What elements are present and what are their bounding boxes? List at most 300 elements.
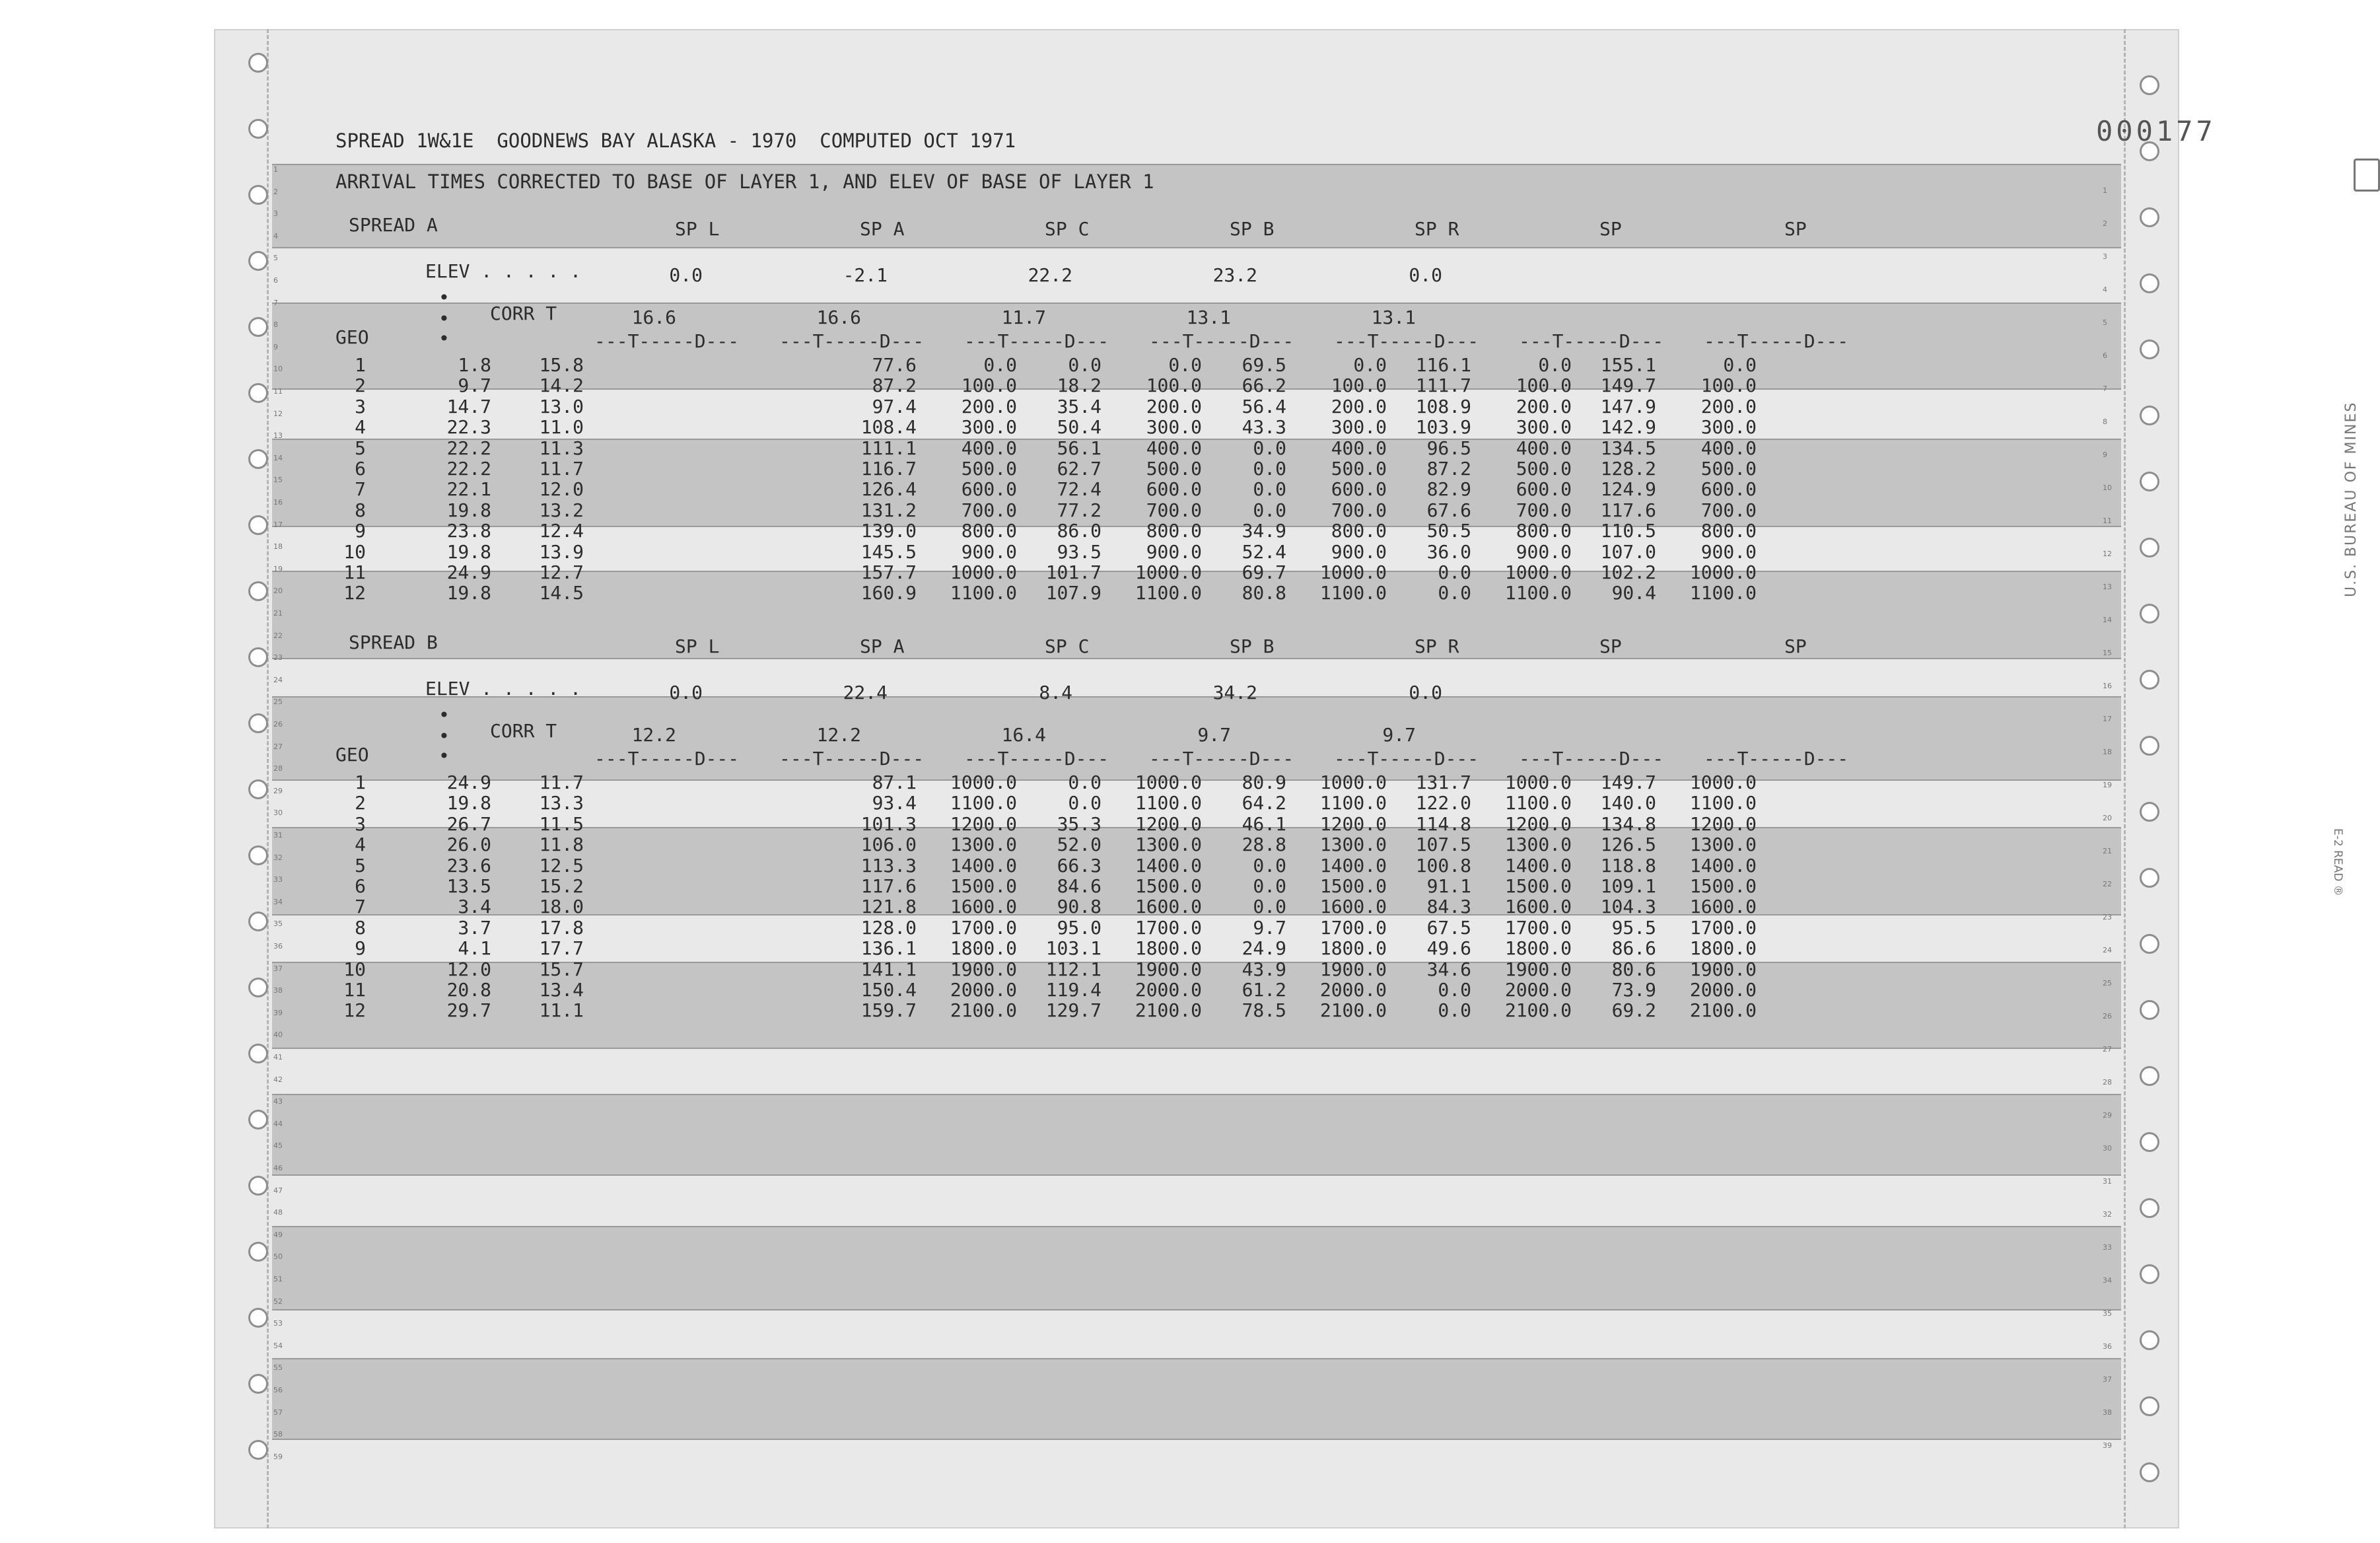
arrival-time: 90.8	[1057, 896, 1102, 918]
line-number: 46	[273, 1164, 283, 1172]
distance-value: 2000.0	[1504, 979, 1572, 1001]
report-subtitle: ARRIVAL TIMES CORRECTED TO BASE OF LAYER 1, AND ELEV OF BASE OF LAYER 1	[335, 170, 1154, 193]
corr-t-value: 11.7	[539, 772, 584, 793]
arrival-time: 149.7	[1600, 375, 1656, 397]
line-number: 24	[273, 675, 283, 684]
arrival-time: 109.1	[1600, 875, 1656, 897]
distance-value: 1400.0	[950, 854, 1017, 877]
line-number: 11	[273, 387, 283, 396]
arrival-time: 159.7	[860, 999, 917, 1022]
arrival-time: 112.1	[1045, 958, 1102, 980]
corr-value: 12.2	[631, 724, 676, 746]
arrival-time: 67.5	[1426, 916, 1471, 939]
distance-value: 1100.0	[1689, 582, 1757, 604]
arrival-time: 62.7	[1057, 458, 1102, 480]
geo-number: 8	[355, 916, 366, 939]
arrival-time: 157.7	[860, 561, 917, 583]
arrival-time: 84.6	[1057, 875, 1102, 897]
elev-label: ELEV . . . . .	[425, 260, 582, 282]
distance-value: 1800.0	[1689, 937, 1757, 960]
shotpoint-header: SP L	[675, 635, 720, 657]
distance-value: 1400.0	[1135, 854, 1202, 877]
line-number: 26	[2103, 1012, 2112, 1021]
distance-value: 100.0	[1146, 375, 1202, 397]
distance-value: 400.0	[1331, 437, 1387, 459]
arrival-time: 124.9	[1600, 478, 1656, 501]
arrival-time: 96.5	[1426, 437, 1471, 459]
dot-marker: •	[438, 725, 450, 747]
corr-t-value: 13.3	[539, 792, 584, 814]
arrival-time: 28.8	[1242, 834, 1286, 856]
tractor-hole	[248, 978, 268, 997]
distance-value: 1200.0	[1504, 812, 1572, 835]
tractor-hole	[2140, 1132, 2159, 1152]
distance-value: 800.0	[1700, 520, 1757, 542]
distance-value: 400.0	[961, 437, 1017, 459]
tractor-hole	[2140, 1198, 2159, 1218]
line-number: 18	[2103, 748, 2112, 756]
distance-value: 900.0	[1700, 540, 1757, 563]
distance-value: 200.0	[1700, 395, 1757, 417]
line-number: 22	[273, 631, 283, 640]
arrival-time: 87.2	[872, 375, 917, 397]
line-number: 2	[273, 187, 278, 196]
line-number: 9	[2103, 450, 2107, 459]
tractor-hole	[248, 1110, 268, 1130]
td-column-header: ---T-----D---	[1519, 330, 1664, 352]
arrival-time: 111.1	[860, 437, 917, 459]
line-number: 49	[273, 1230, 283, 1239]
arrival-time: 108.9	[1415, 395, 1471, 417]
geo-number: 3	[355, 395, 366, 417]
elevation-value: 9.7	[458, 375, 491, 397]
arrival-time: 103.9	[1415, 416, 1471, 439]
arrival-time: 118.8	[1600, 854, 1656, 877]
arrival-time: 97.4	[872, 395, 917, 417]
arrival-time: 155.1	[1600, 354, 1656, 376]
corr-value: 13.1	[1186, 306, 1231, 328]
line-number: 1	[273, 165, 278, 174]
line-number: 9	[273, 342, 278, 351]
distance-value: 1600.0	[1319, 896, 1387, 918]
line-number: 4	[273, 231, 278, 240]
corr-t-value: 11.0	[539, 416, 584, 439]
corr-t-value: 15.2	[539, 875, 584, 897]
line-number: 52	[273, 1297, 283, 1306]
distance-value: 1300.0	[950, 834, 1017, 856]
geo-number: 12	[343, 999, 366, 1022]
line-number: 16	[2103, 682, 2112, 690]
line-number: 10	[2103, 484, 2112, 492]
corr-t-value: 17.7	[539, 937, 584, 960]
tractor-hole	[248, 713, 268, 733]
tractor-hole	[248, 119, 268, 139]
corr-t-value: 18.0	[539, 896, 584, 918]
line-number: 16	[273, 498, 283, 507]
distance-value: 1100.0	[1504, 582, 1572, 604]
distance-value: 1200.0	[1319, 812, 1387, 835]
td-column-header: ---T-----D---	[1334, 748, 1479, 770]
arrival-time: 0.0	[1253, 875, 1286, 897]
corr-label: CORR T	[490, 720, 557, 742]
line-number: 38	[273, 986, 283, 995]
line-number: 20	[273, 587, 283, 596]
geo-number: 5	[355, 437, 366, 459]
distance-value: 800.0	[961, 520, 1017, 542]
elev-value: 8.4	[1039, 682, 1072, 703]
elev-value: 0.0	[1409, 264, 1442, 286]
elev-value: 22.4	[843, 682, 888, 703]
arrival-time: 100.8	[1415, 854, 1471, 877]
distance-value: 200.0	[1516, 395, 1572, 417]
td-column-header: ---T-----D---	[594, 748, 740, 770]
arrival-time: 145.5	[860, 540, 917, 563]
tractor-hole	[248, 1440, 268, 1460]
arrival-time: 34.9	[1242, 520, 1286, 542]
distance-value: 1000.0	[950, 561, 1017, 583]
td-column-header: ---T-----D---	[964, 330, 1109, 352]
distance-value: 1300.0	[1504, 834, 1572, 856]
td-column-header: ---T-----D---	[779, 330, 925, 352]
distance-value: 700.0	[1516, 499, 1572, 521]
arrival-time: 160.9	[860, 582, 917, 604]
line-number: 21	[273, 609, 283, 618]
tractor-hole	[248, 912, 268, 931]
tractor-hole	[248, 1176, 268, 1196]
distance-value: 1800.0	[1135, 937, 1202, 960]
geo-number: 12	[343, 582, 366, 604]
right-perforation	[2124, 29, 2126, 1528]
left-perforation	[267, 29, 269, 1528]
tractor-hole	[248, 845, 268, 865]
geo-label: GEO	[335, 744, 369, 766]
arrival-time: 136.1	[860, 937, 917, 960]
arrival-time: 50.5	[1426, 520, 1471, 542]
geo-number: 11	[343, 561, 366, 583]
line-number: 12	[2103, 550, 2112, 558]
distance-value: 500.0	[1331, 458, 1387, 480]
distance-value: 1000.0	[1319, 561, 1387, 583]
line-number: 8	[2103, 417, 2107, 426]
distance-value: 1000.0	[1319, 772, 1387, 793]
geo-number: 2	[355, 792, 366, 814]
arrival-time: 78.5	[1242, 999, 1286, 1022]
geo-number: 1	[355, 354, 366, 376]
distance-value: 700.0	[1331, 499, 1387, 521]
arrival-time: 52.4	[1242, 540, 1286, 563]
arrival-time: 0.0	[1438, 561, 1471, 583]
line-number: 15	[273, 476, 283, 485]
arrival-time: 86.6	[1611, 937, 1656, 960]
distance-value: 1500.0	[1504, 875, 1572, 897]
distance-value: 1000.0	[1504, 561, 1572, 583]
corr-t-value: 13.9	[539, 540, 584, 563]
line-number: 40	[273, 1030, 283, 1040]
shotpoint-header: SP	[1599, 635, 1622, 657]
line-number: 50	[273, 1252, 283, 1262]
arrival-time: 0.0	[1068, 772, 1102, 793]
arrival-time: 35.4	[1057, 395, 1102, 417]
arrival-time: 107.5	[1415, 834, 1471, 856]
tractor-hole	[2140, 1396, 2159, 1416]
distance-value: 400.0	[1146, 437, 1202, 459]
line-number: 15	[2103, 649, 2112, 657]
geo-number: 2	[355, 375, 366, 397]
arrival-time: 86.0	[1057, 520, 1102, 542]
arrival-time: 0.0	[1438, 582, 1471, 604]
arrival-time: 73.9	[1611, 979, 1656, 1001]
distance-value: 1600.0	[1504, 896, 1572, 918]
tractor-hole	[248, 53, 268, 73]
distance-value: 1900.0	[1135, 958, 1202, 980]
arrival-time: 126.4	[860, 478, 917, 501]
arrival-time: 134.8	[1600, 812, 1656, 835]
arrival-time: 0.0	[1068, 792, 1102, 814]
elevation-value: 13.5	[446, 875, 491, 897]
geo-number: 10	[343, 540, 366, 563]
corr-value: 11.7	[1001, 306, 1046, 328]
geo-number: 9	[355, 520, 366, 542]
distance-value: 1900.0	[1689, 958, 1757, 980]
line-number: 51	[273, 1275, 283, 1283]
elevation-value: 1.8	[458, 354, 491, 376]
geo-number: 8	[355, 499, 366, 521]
distance-value: 1000.0	[1504, 772, 1572, 793]
line-number: 35	[2103, 1309, 2112, 1318]
tractor-hole	[2140, 207, 2159, 227]
distance-value: 0.0	[1168, 354, 1202, 376]
tractor-hole	[248, 1374, 268, 1394]
arrival-time: 0.0	[1253, 499, 1286, 521]
td-column-header: ---T-----D---	[1704, 748, 1849, 770]
form-mark: E-2 READ ®	[2331, 828, 2344, 896]
tractor-hole	[248, 1242, 268, 1262]
corr-label: CORR T	[490, 303, 557, 324]
arrival-time: 35.3	[1057, 812, 1102, 835]
arrival-time: 128.2	[1600, 458, 1656, 480]
arrival-time: 121.8	[860, 896, 917, 918]
line-number: 44	[273, 1119, 283, 1128]
arrival-time: 150.4	[860, 979, 917, 1001]
tractor-hole	[2140, 406, 2159, 425]
distance-value: 1300.0	[1689, 834, 1757, 856]
line-number: 54	[273, 1341, 283, 1350]
tractor-hole	[248, 185, 268, 205]
geo-number: 7	[355, 478, 366, 501]
line-number: 6	[273, 276, 278, 285]
section-title: SPREAD B	[349, 631, 438, 653]
arrival-time: 90.4	[1611, 582, 1656, 604]
line-number: 56	[273, 1386, 283, 1394]
td-column-header: ---T-----D---	[1704, 330, 1849, 352]
tractor-hole	[248, 251, 268, 271]
distance-value: 1500.0	[1319, 875, 1387, 897]
arrival-time: 134.5	[1600, 437, 1656, 459]
corr-value: 9.7	[1197, 724, 1231, 746]
line-number: 42	[273, 1075, 283, 1084]
line-number: 26	[273, 720, 283, 729]
line-number: 5	[273, 254, 278, 263]
line-number: 55	[273, 1363, 283, 1373]
elevation-value: 24.9	[446, 772, 491, 793]
arrival-time: 80.8	[1242, 582, 1286, 604]
distance-value: 1600.0	[1689, 896, 1757, 918]
line-number: 41	[273, 1053, 283, 1061]
td-column-header: ---T-----D---	[594, 330, 740, 352]
elevation-value: 4.1	[458, 937, 491, 960]
distance-value: 100.0	[1516, 375, 1572, 397]
line-number: 28	[2103, 1078, 2112, 1087]
elev-value: 34.2	[1212, 682, 1257, 703]
line-number: 21	[2103, 847, 2112, 855]
paper-band	[272, 1358, 2121, 1440]
arrival-time: 0.0	[1253, 478, 1286, 501]
tractor-hole	[248, 647, 268, 667]
arrival-time: 9.7	[1253, 916, 1286, 939]
shotpoint-header: SP	[1784, 218, 1807, 240]
corr-value: 12.2	[816, 724, 861, 746]
geo-label: GEO	[335, 326, 369, 348]
arrival-time: 140.0	[1600, 792, 1656, 814]
line-number: 43	[273, 1097, 283, 1106]
arrival-time: 77.2	[1057, 499, 1102, 521]
arrival-time: 108.4	[860, 416, 917, 439]
tractor-hole	[248, 317, 268, 337]
distance-value: 600.0	[961, 478, 1017, 501]
corr-t-value: 15.8	[539, 354, 584, 376]
line-number: 23	[2103, 913, 2112, 921]
distance-value: 100.0	[1700, 375, 1757, 397]
distance-value: 1500.0	[1689, 875, 1757, 897]
arrival-time: 52.0	[1057, 834, 1102, 856]
distance-value: 100.0	[1331, 375, 1387, 397]
corr-t-value: 17.8	[539, 916, 584, 939]
arrival-time: 131.7	[1415, 772, 1471, 793]
corr-t-value: 11.3	[539, 437, 584, 459]
distance-value: 1800.0	[950, 937, 1017, 960]
elev-value: 0.0	[1409, 682, 1442, 703]
paper-band	[272, 1094, 2121, 1176]
line-number: 45	[273, 1141, 283, 1151]
arrival-time: 139.0	[860, 520, 917, 542]
corr-value: 9.7	[1382, 724, 1416, 746]
distance-value: 1400.0	[1689, 854, 1757, 877]
corr-t-value: 11.8	[539, 834, 584, 856]
distance-value: 2100.0	[1504, 999, 1572, 1022]
geo-number: 10	[343, 958, 366, 980]
shotpoint-header: SP L	[675, 218, 720, 240]
line-number: 48	[273, 1208, 283, 1217]
distance-value: 2000.0	[1319, 979, 1387, 1001]
distance-value: 1200.0	[950, 812, 1017, 835]
shotpoint-header: SP R	[1415, 635, 1459, 657]
distance-value: 200.0	[1331, 395, 1387, 417]
distance-value: 800.0	[1516, 520, 1572, 542]
distance-value: 1100.0	[950, 582, 1017, 604]
tractor-hole	[2140, 736, 2159, 756]
distance-value: 1100.0	[1319, 792, 1387, 814]
geo-number: 1	[355, 772, 366, 793]
line-number: 32	[273, 853, 283, 862]
line-number: 19	[273, 564, 283, 573]
arrival-time: 0.0	[1253, 437, 1286, 459]
dot-marker: •	[438, 745, 450, 767]
line-number: 35	[273, 919, 283, 929]
corr-value: 16.4	[1001, 724, 1046, 746]
distance-value: 2000.0	[1135, 979, 1202, 1001]
corr-t-value: 14.5	[539, 582, 584, 604]
shotpoint-header: SP C	[1045, 635, 1090, 657]
corr-t-value: 12.4	[539, 520, 584, 542]
line-number: 39	[2103, 1441, 2112, 1450]
elevation-value: 26.0	[446, 834, 491, 856]
line-number: 39	[273, 1008, 283, 1017]
printout-sheet	[214, 29, 2360, 1528]
tractor-hole	[2140, 1330, 2159, 1350]
distance-value: 400.0	[1516, 437, 1572, 459]
td-column-header: ---T-----D---	[1334, 330, 1479, 352]
tractor-hole	[248, 515, 268, 535]
dot-marker: •	[438, 287, 450, 308]
distance-value: 900.0	[961, 540, 1017, 563]
line-number: 47	[273, 1186, 283, 1195]
side-vertical-text: U.S. BUREAU OF MINES	[2343, 401, 2360, 597]
geo-number: 6	[355, 458, 366, 480]
shotpoint-header: SP	[1599, 218, 1622, 240]
geo-number: 7	[355, 896, 366, 918]
distance-value: 1900.0	[1319, 958, 1387, 980]
arrival-time: 103.1	[1045, 937, 1102, 960]
tractor-hole	[2140, 1264, 2159, 1284]
arrival-time: 129.7	[1045, 999, 1102, 1022]
line-number: 3	[273, 209, 278, 219]
paper-band	[272, 1226, 2121, 1310]
arrival-time: 43.9	[1242, 958, 1286, 980]
elevation-value: 19.8	[446, 792, 491, 814]
elevation-value: 14.7	[446, 395, 491, 417]
elev-value: 22.2	[1028, 264, 1072, 286]
distance-value: 1100.0	[1504, 792, 1572, 814]
distance-value: 1100.0	[1319, 582, 1387, 604]
distance-value: 2100.0	[1689, 999, 1757, 1022]
line-number: 58	[273, 1430, 283, 1439]
line-number: 33	[273, 875, 283, 884]
line-number: 31	[2103, 1177, 2112, 1186]
arrival-time: 102.2	[1600, 561, 1656, 583]
arrival-time: 95.5	[1611, 916, 1656, 939]
shotpoint-header: SP A	[860, 218, 905, 240]
distance-value: 1800.0	[1319, 937, 1387, 960]
td-column-header: ---T-----D---	[1519, 748, 1664, 770]
line-number: 34	[273, 897, 283, 906]
distance-value: 1400.0	[1319, 854, 1387, 877]
corr-t-value: 13.2	[539, 499, 584, 521]
arrival-time: 107.0	[1600, 540, 1656, 563]
distance-value: 1100.0	[950, 792, 1017, 814]
arrival-time: 46.1	[1242, 812, 1286, 835]
line-number: 33	[2103, 1243, 2112, 1252]
arrival-time: 0.0	[1253, 854, 1286, 877]
arrival-time: 113.3	[860, 854, 917, 877]
arrival-time: 87.2	[1426, 458, 1471, 480]
arrival-time: 24.9	[1242, 937, 1286, 960]
arrival-time: 141.1	[860, 958, 917, 980]
line-number: 12	[273, 409, 283, 418]
line-number: 31	[273, 831, 283, 840]
corr-t-value: 14.2	[539, 375, 584, 397]
arrival-time: 91.1	[1426, 875, 1471, 897]
distance-value: 500.0	[961, 458, 1017, 480]
